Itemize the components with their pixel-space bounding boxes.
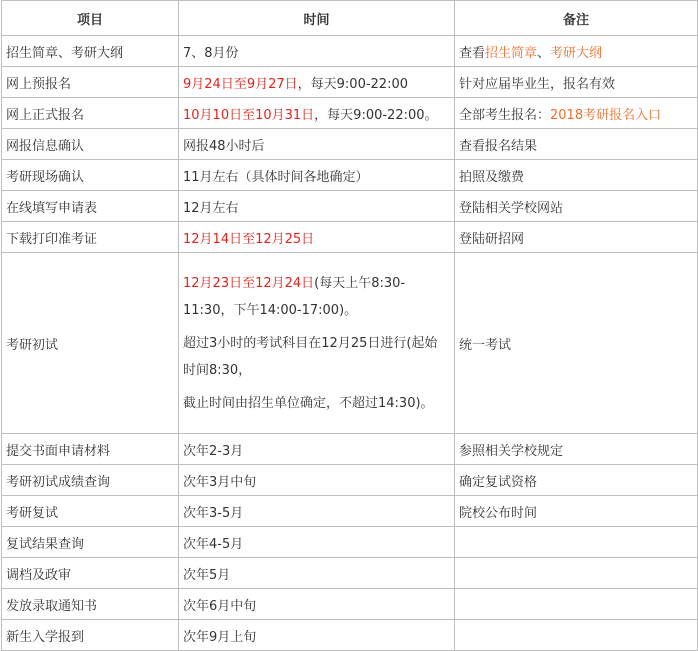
note-separator: 、 [537, 45, 551, 61]
note-cell [455, 527, 698, 558]
note-cell: 院校公布时间 [455, 496, 698, 527]
date-highlight: 12月14日至12月25日 [183, 231, 315, 247]
date-highlight: 9月24日至9月27日 [183, 76, 298, 92]
note-cell [455, 620, 698, 651]
table-row [2, 527, 698, 558]
table-row [2, 620, 698, 651]
time-text: ，每天9:00-22:00。 [314, 107, 438, 123]
table-row [2, 36, 698, 67]
note-cell: 针对应届毕业生，报名有效 [455, 67, 698, 98]
time-cell: 次年3月中旬 [179, 465, 455, 496]
registration-link[interactable]: 2018考研报名入口 [550, 107, 662, 123]
exam-time-line [183, 270, 450, 324]
item-cell: 考研初试成绩查询 [2, 465, 179, 496]
time-cell: 次年2-3月 [179, 434, 455, 465]
time-cell: 7、8月份 [179, 36, 455, 67]
time-cell [179, 98, 455, 129]
note-cell [455, 589, 698, 620]
time-cell: 次年5月 [179, 558, 455, 589]
table-row [2, 496, 698, 527]
item-cell: 考研初试 [2, 253, 179, 434]
table-row [2, 589, 698, 620]
note-cell: 确定复试资格 [455, 465, 698, 496]
item-cell: 发放录取通知书 [2, 589, 179, 620]
time-cell: 次年9月上旬 [179, 620, 455, 651]
item-cell: 考研复试 [2, 496, 179, 527]
table-row [2, 129, 698, 160]
table-row [2, 558, 698, 589]
table-row [2, 222, 698, 253]
time-cell: 11月左右（具体时间各地确定） [179, 160, 455, 191]
time-cell [179, 67, 455, 98]
brochure-link[interactable]: 招生简章 [485, 45, 538, 61]
time-text: (每天上午8:30-11:30，下午14:00-17:00)。 [183, 275, 406, 318]
time-cell [179, 253, 455, 434]
item-cell: 网上预报名 [2, 67, 179, 98]
time-text: ，每天9:00-22:00 [297, 76, 408, 92]
table-row [2, 98, 698, 129]
note-cell: 统一考试 [455, 253, 698, 434]
header-item: 项目 [2, 1, 179, 36]
schedule-table [1, 0, 698, 651]
header-row [2, 1, 698, 36]
item-cell: 考研现场确认 [2, 160, 179, 191]
date-highlight: 12月23日至12月24日 [183, 275, 315, 291]
table-row [2, 434, 698, 465]
time-cell: 网报48小时后 [179, 129, 455, 160]
table-row [2, 160, 698, 191]
table-row [2, 253, 698, 434]
note-cell: 登陆相关学校网站 [455, 191, 698, 222]
item-cell: 下载打印准考证 [2, 222, 179, 253]
note-cell [455, 36, 698, 67]
header-time: 时间 [179, 1, 455, 36]
note-text: 全部考生报名： [459, 107, 551, 123]
time-cell [179, 222, 455, 253]
time-cell: 次年6月中旬 [179, 589, 455, 620]
note-cell: 登陆研招网 [455, 222, 698, 253]
table-row [2, 67, 698, 98]
item-cell: 网上正式报名 [2, 98, 179, 129]
header-note: 备注 [455, 1, 698, 36]
item-cell: 在线填写申请表 [2, 191, 179, 222]
date-highlight: 10月10日至10月31日 [183, 107, 315, 123]
item-cell: 招生简章、考研大纲 [2, 36, 179, 67]
time-cell: 12月左右 [179, 191, 455, 222]
note-cell [455, 98, 698, 129]
exam-end-line: 截止时间由招生单位确定，不超过14:30)。 [183, 395, 434, 411]
item-cell: 调档及政审 [2, 558, 179, 589]
note-cell: 拍照及缴费 [455, 160, 698, 191]
note-cell [455, 558, 698, 589]
item-cell: 新生入学报到 [2, 620, 179, 651]
note-cell: 查看报名结果 [455, 129, 698, 160]
item-cell: 网报信息确认 [2, 129, 179, 160]
note-cell: 参照相关学校规定 [455, 434, 698, 465]
syllabus-link[interactable]: 考研大纲 [550, 45, 603, 61]
note-text: 查看 [459, 45, 486, 61]
exam-extra-line: 超过3小时的考试科目在12月25日进行(起始时间8:30， [183, 335, 438, 378]
item-cell: 复试结果查询 [2, 527, 179, 558]
time-cell: 次年3-5月 [179, 496, 455, 527]
table-row [2, 191, 698, 222]
time-cell: 次年4-5月 [179, 527, 455, 558]
table-row [2, 465, 698, 496]
item-cell: 提交书面申请材料 [2, 434, 179, 465]
